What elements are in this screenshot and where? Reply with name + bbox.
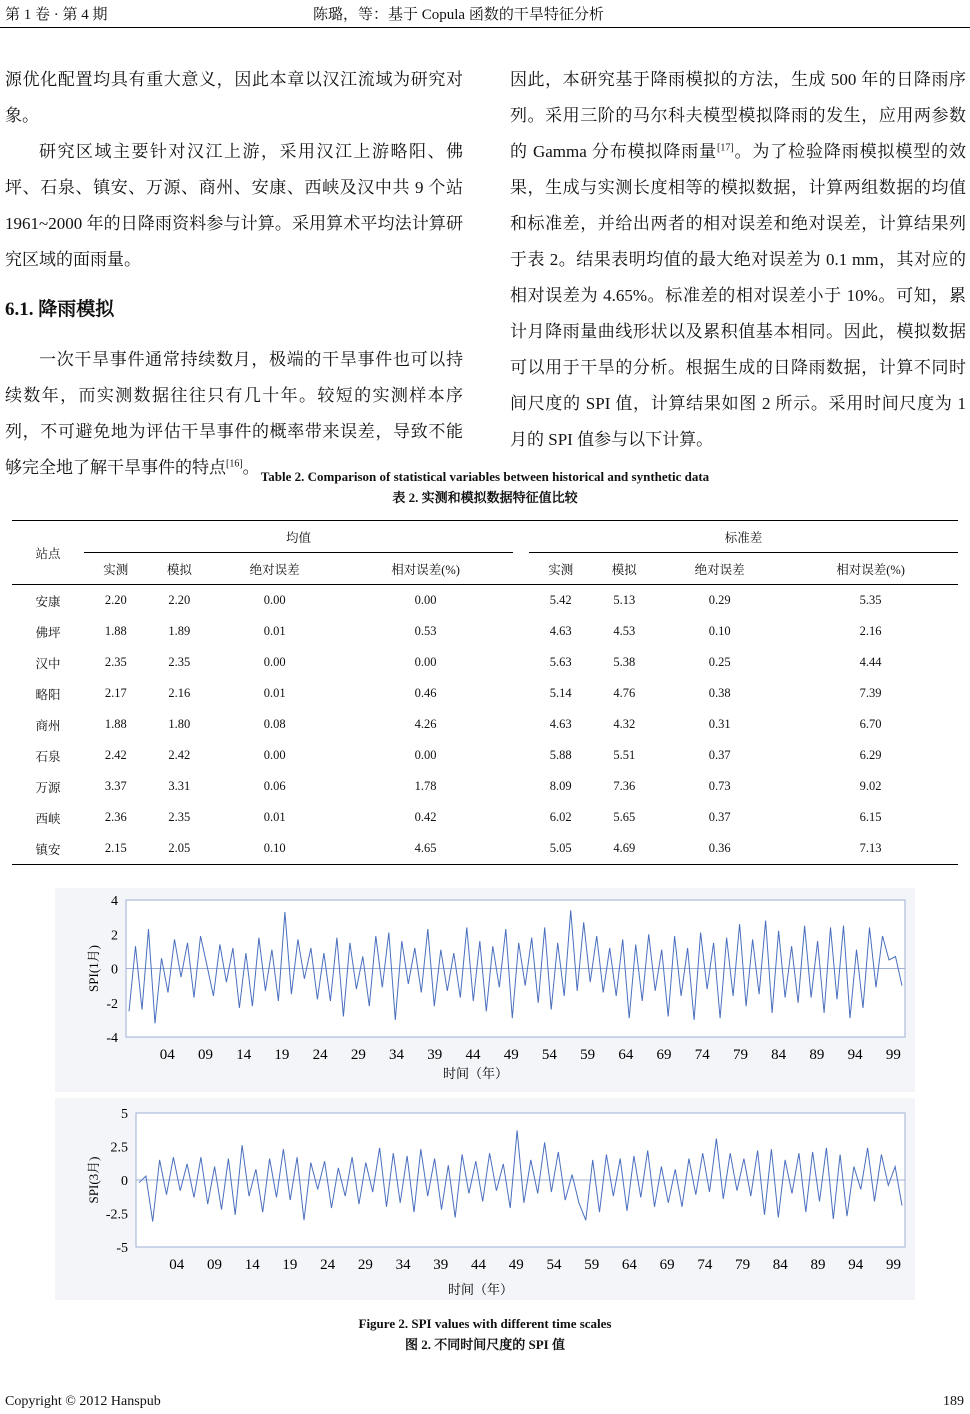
y-tick-label: -2.5 <box>105 1207 128 1223</box>
citation[interactable]: [17] <box>717 142 734 154</box>
value-cell: 0.36 <box>708 841 731 855</box>
value-cell: 5.35 <box>859 593 882 607</box>
x-tick-label: 79 <box>735 1257 751 1273</box>
x-tick-label: 19 <box>282 1257 298 1273</box>
table-caption-zh: 表 2. 实测和模拟数据特征值比较 <box>392 490 578 505</box>
x-tick-label: 29 <box>357 1257 373 1273</box>
x-axis-label: 时间（年） <box>442 1066 509 1081</box>
page-number: 189 <box>943 1394 964 1409</box>
table-row <box>12 585 958 617</box>
value-cell: 7.36 <box>613 779 636 793</box>
x-tick-label: 89 <box>810 1257 826 1273</box>
value-cell: 2.17 <box>104 686 127 700</box>
x-tick-label: 14 <box>236 1047 252 1063</box>
x-tick-label: 49 <box>508 1257 524 1273</box>
x-tick-label: 09 <box>197 1047 213 1063</box>
value-cell: 4.76 <box>613 686 636 700</box>
value-cell: 4.32 <box>613 717 636 731</box>
value-cell: 0.37 <box>708 748 731 762</box>
value-cell: 7.13 <box>859 841 882 855</box>
table-row <box>12 771 958 802</box>
subheader: 绝对误差 <box>656 553 783 585</box>
value-cell: 0.73 <box>708 779 731 793</box>
table-row <box>12 647 958 678</box>
value-cell: 5.42 <box>549 593 572 607</box>
value-cell: 1.78 <box>414 779 437 793</box>
table-caption-en: Table 2. Comparison of statistical variables between historical and synthetic data <box>260 469 710 484</box>
x-tick-label: 44 <box>465 1047 481 1063</box>
section-heading: 6.1. 降雨模拟 <box>5 299 115 320</box>
x-tick-label: 04 <box>169 1257 185 1273</box>
chart-svg <box>55 888 915 1092</box>
spacer <box>513 521 529 553</box>
x-axis-label: 时间（年） <box>447 1282 514 1297</box>
spi-1-month-chart <box>55 888 915 1092</box>
value-cell: 4.63 <box>549 624 572 638</box>
value-cell: 0.00 <box>414 748 437 762</box>
spacer <box>513 678 529 709</box>
value-cell: 0.01 <box>263 810 286 824</box>
x-tick-label: 09 <box>206 1257 222 1273</box>
value-cell: 5.65 <box>613 810 636 824</box>
value-cell: 7.39 <box>859 686 882 700</box>
value-cell: 5.13 <box>613 593 636 607</box>
x-tick-label: 94 <box>848 1257 864 1273</box>
running-header <box>0 0 970 28</box>
value-cell: 5.14 <box>549 686 572 700</box>
value-cell: 2.16 <box>859 624 882 638</box>
value-cell: 2.16 <box>168 686 191 700</box>
value-cell: 0.31 <box>708 717 731 731</box>
value-cell: 0.53 <box>414 624 437 638</box>
table-row <box>12 678 958 709</box>
y-tick-label: 2 <box>111 928 118 944</box>
value-cell: 0.00 <box>414 655 437 669</box>
spacer <box>513 802 529 833</box>
x-tick-label: 69 <box>659 1257 675 1273</box>
value-cell: 0.10 <box>708 624 731 638</box>
value-cell: 0.38 <box>708 686 731 700</box>
station-cell: 略阳 <box>35 687 61 702</box>
y-axis-label: SPI(3月) <box>86 1156 101 1204</box>
x-tick-label: 44 <box>471 1257 487 1273</box>
header-mean: 均值 <box>84 521 513 553</box>
spi-3-month-chart <box>55 1098 915 1300</box>
paragraph: 研究区域主要针对汉江上游，采用汉江上游略阳、佛坪、石泉、镇安、万源、商州、安康、西峡及汉中共 9 个站 1961~2000 年的日降雨资料参与计算。采用算术平均法计算研究区域的面雨量。 <box>5 142 463 269</box>
y-tick-label: -4 <box>106 1031 118 1046</box>
header-std: 标准差 <box>529 521 958 553</box>
y-tick-label: 0 <box>111 962 118 978</box>
journal-issue: 第 1 卷 · 第 4 期 <box>5 7 108 23</box>
paragraph-end: 。 <box>242 458 260 477</box>
subheader: 模拟 <box>593 553 657 585</box>
value-cell: 2.42 <box>168 748 191 762</box>
x-tick-label: 59 <box>580 1047 596 1063</box>
value-cell: 6.29 <box>859 748 882 762</box>
x-tick-label: 64 <box>618 1047 634 1063</box>
value-cell: 4.26 <box>414 717 437 731</box>
value-cell: 5.05 <box>549 841 572 855</box>
value-cell: 1.88 <box>104 624 127 638</box>
value-cell: 2.20 <box>168 593 191 607</box>
spacer <box>513 709 529 740</box>
value-cell: 4.63 <box>549 717 572 731</box>
header-station: 站点 <box>12 521 84 585</box>
paragraph <box>5 342 463 486</box>
y-tick-label: 5 <box>121 1107 128 1122</box>
value-cell: 5.88 <box>549 748 572 762</box>
x-tick-label: 94 <box>847 1047 863 1063</box>
station-cell: 佛坪 <box>35 625 61 640</box>
x-tick-label: 89 <box>809 1047 825 1063</box>
spacer <box>513 553 529 585</box>
value-cell: 0.00 <box>263 593 286 607</box>
x-tick-label: 74 <box>694 1047 710 1063</box>
station-cell: 镇安 <box>35 842 61 857</box>
paragraph-text: 一次干旱事件通常持续数月，极端的干旱事件也可以持续数年，而实测数据往往只有几十年。较短的实测样本序列，不可避免地为评估干旱事件的概率带来误差，导致不能够完全地了解干旱事件的特点 <box>5 350 463 477</box>
x-tick-label: 24 <box>312 1047 328 1063</box>
x-tick-label: 54 <box>546 1257 562 1273</box>
x-tick-label: 29 <box>350 1047 366 1063</box>
value-cell: 5.38 <box>613 655 636 669</box>
paragraph-text: 。为了检验降雨模拟模型的效果，生成与实测长度相等的模拟数据，计算两组数据的均值和标准差，并给出两者的相对误差和绝对误差，计算结果列于表 2。结果表明均值的最大绝对误差为 0.1 mm，其对应的相对误差为 4.65%。标准差的相对误差小于 10%。可知，累计月降雨量曲线形状以及累积值基本相同。因此，模拟数据可以用于干旱的分析。根据生成的日降雨数据，计算不同时间尺度的 SPI 值，计算结果如图 2 所示。采用时间尺度为 1 月的 SPI 值参与以下计算。 <box>510 142 966 449</box>
subheader: 绝对误差 <box>211 553 338 585</box>
value-cell: 2.42 <box>104 748 127 762</box>
x-tick-label: 19 <box>274 1047 290 1063</box>
value-cell: 5.51 <box>613 748 636 762</box>
value-cell: 3.31 <box>168 779 191 793</box>
y-tick-label: 2.5 <box>110 1140 128 1156</box>
value-cell: 0.01 <box>263 624 286 638</box>
spacer <box>513 771 529 802</box>
subheader: 实测 <box>84 553 148 585</box>
value-cell: 0.06 <box>263 779 286 793</box>
subheader: 相对误差(%) <box>338 553 513 585</box>
station-cell: 商州 <box>35 718 61 733</box>
value-cell: 0.01 <box>263 686 286 700</box>
station-cell: 西峡 <box>35 811 61 826</box>
value-cell: 0.37 <box>708 810 731 824</box>
x-tick-label: 39 <box>427 1047 443 1063</box>
chart-svg <box>55 1098 915 1300</box>
x-tick-label: 34 <box>395 1257 411 1273</box>
value-cell: 0.00 <box>414 593 437 607</box>
y-tick-label: 4 <box>111 894 118 909</box>
x-tick-label: 34 <box>389 1047 405 1063</box>
value-cell: 0.25 <box>708 655 731 669</box>
table-row <box>12 616 958 647</box>
value-cell: 6.15 <box>859 810 882 824</box>
value-cell: 0.00 <box>263 748 286 762</box>
value-cell: 0.42 <box>414 810 437 824</box>
value-cell: 0.29 <box>708 593 731 607</box>
value-cell: 0.10 <box>263 841 286 855</box>
station-cell: 石泉 <box>35 749 61 764</box>
paragraph: 源优化配置均具有重大意义，因此本章以汉江流域为研究对象。 <box>5 70 463 125</box>
subheader: 实测 <box>529 553 593 585</box>
value-cell: 2.15 <box>104 841 127 855</box>
value-cell: 8.09 <box>549 779 572 793</box>
table-row <box>12 802 958 833</box>
table-row <box>12 709 958 740</box>
x-tick-label: 59 <box>584 1257 600 1273</box>
comparison-table <box>12 520 958 865</box>
y-tick-label: -5 <box>116 1241 128 1256</box>
y-axis-label: SPI(1月) <box>86 945 101 992</box>
x-tick-label: 54 <box>541 1047 557 1063</box>
value-cell: 1.88 <box>104 717 127 731</box>
x-tick-label: 64 <box>621 1257 637 1273</box>
right-column <box>510 62 966 458</box>
figure-caption-zh: 图 2. 不同时间尺度的 SPI 值 <box>405 1337 565 1352</box>
value-cell: 2.20 <box>104 593 127 607</box>
x-tick-label: 74 <box>697 1257 713 1273</box>
x-tick-label: 24 <box>320 1257 336 1273</box>
value-cell: 2.36 <box>104 810 127 824</box>
value-cell: 3.37 <box>104 779 127 793</box>
figure-caption-en: Figure 2. SPI values with different time scales <box>358 1316 612 1331</box>
x-tick-label: 84 <box>772 1257 788 1273</box>
paragraph <box>510 62 966 458</box>
subheader: 模拟 <box>148 553 212 585</box>
y-tick-label: 0 <box>121 1174 128 1189</box>
paragraph-text: 因此，本研究基于降雨模拟的方法，生成 500 年的日降雨序列。采用三阶的马尔科夫模型模拟降雨的发生，应用两参数的 Gamma 分布模拟降雨量 <box>510 70 966 161</box>
x-tick-label: 04 <box>159 1047 175 1063</box>
spacer <box>513 647 529 678</box>
value-cell: 2.05 <box>168 841 191 855</box>
spacer <box>513 616 529 647</box>
spacer <box>513 740 529 771</box>
station-cell: 安康 <box>35 594 61 609</box>
value-cell: 6.02 <box>549 810 572 824</box>
value-cell: 2.35 <box>168 655 191 669</box>
station-cell: 万源 <box>35 780 61 795</box>
citation[interactable]: [16] <box>226 458 243 470</box>
value-cell: 2.35 <box>168 810 191 824</box>
value-cell: 0.46 <box>414 686 437 700</box>
x-tick-label: 69 <box>656 1047 672 1063</box>
value-cell: 4.69 <box>613 841 636 855</box>
value-cell: 4.65 <box>414 841 437 855</box>
x-tick-label: 39 <box>433 1257 449 1273</box>
x-tick-label: 99 <box>885 1257 901 1273</box>
x-tick-label: 99 <box>885 1047 901 1063</box>
value-cell: 0.08 <box>263 717 286 731</box>
value-cell: 0.00 <box>263 655 286 669</box>
table-row <box>12 833 958 865</box>
x-tick-label: 49 <box>503 1047 519 1063</box>
left-column <box>5 62 463 486</box>
y-tick-label: -2 <box>106 996 118 1012</box>
value-cell: 4.44 <box>859 655 882 669</box>
value-cell: 2.35 <box>104 655 127 669</box>
value-cell: 1.89 <box>168 624 191 638</box>
x-tick-label: 84 <box>771 1047 787 1063</box>
value-cell: 5.63 <box>549 655 572 669</box>
value-cell: 9.02 <box>859 779 882 793</box>
x-tick-label: 14 <box>244 1257 260 1273</box>
station-cell: 汉中 <box>35 656 61 671</box>
value-cell: 6.70 <box>859 717 882 731</box>
spacer <box>513 833 529 865</box>
value-cell: 1.80 <box>168 717 191 731</box>
spacer <box>513 585 529 617</box>
article-title-header: 陈璐，等：基于 Copula 函数的干旱特征分析 <box>313 7 604 23</box>
x-tick-label: 79 <box>732 1047 748 1063</box>
table-row <box>12 740 958 771</box>
value-cell: 4.53 <box>613 624 636 638</box>
subheader: 相对误差(%) <box>783 553 958 585</box>
copyright: Copyright © 2012 Hanspub <box>5 1394 161 1409</box>
